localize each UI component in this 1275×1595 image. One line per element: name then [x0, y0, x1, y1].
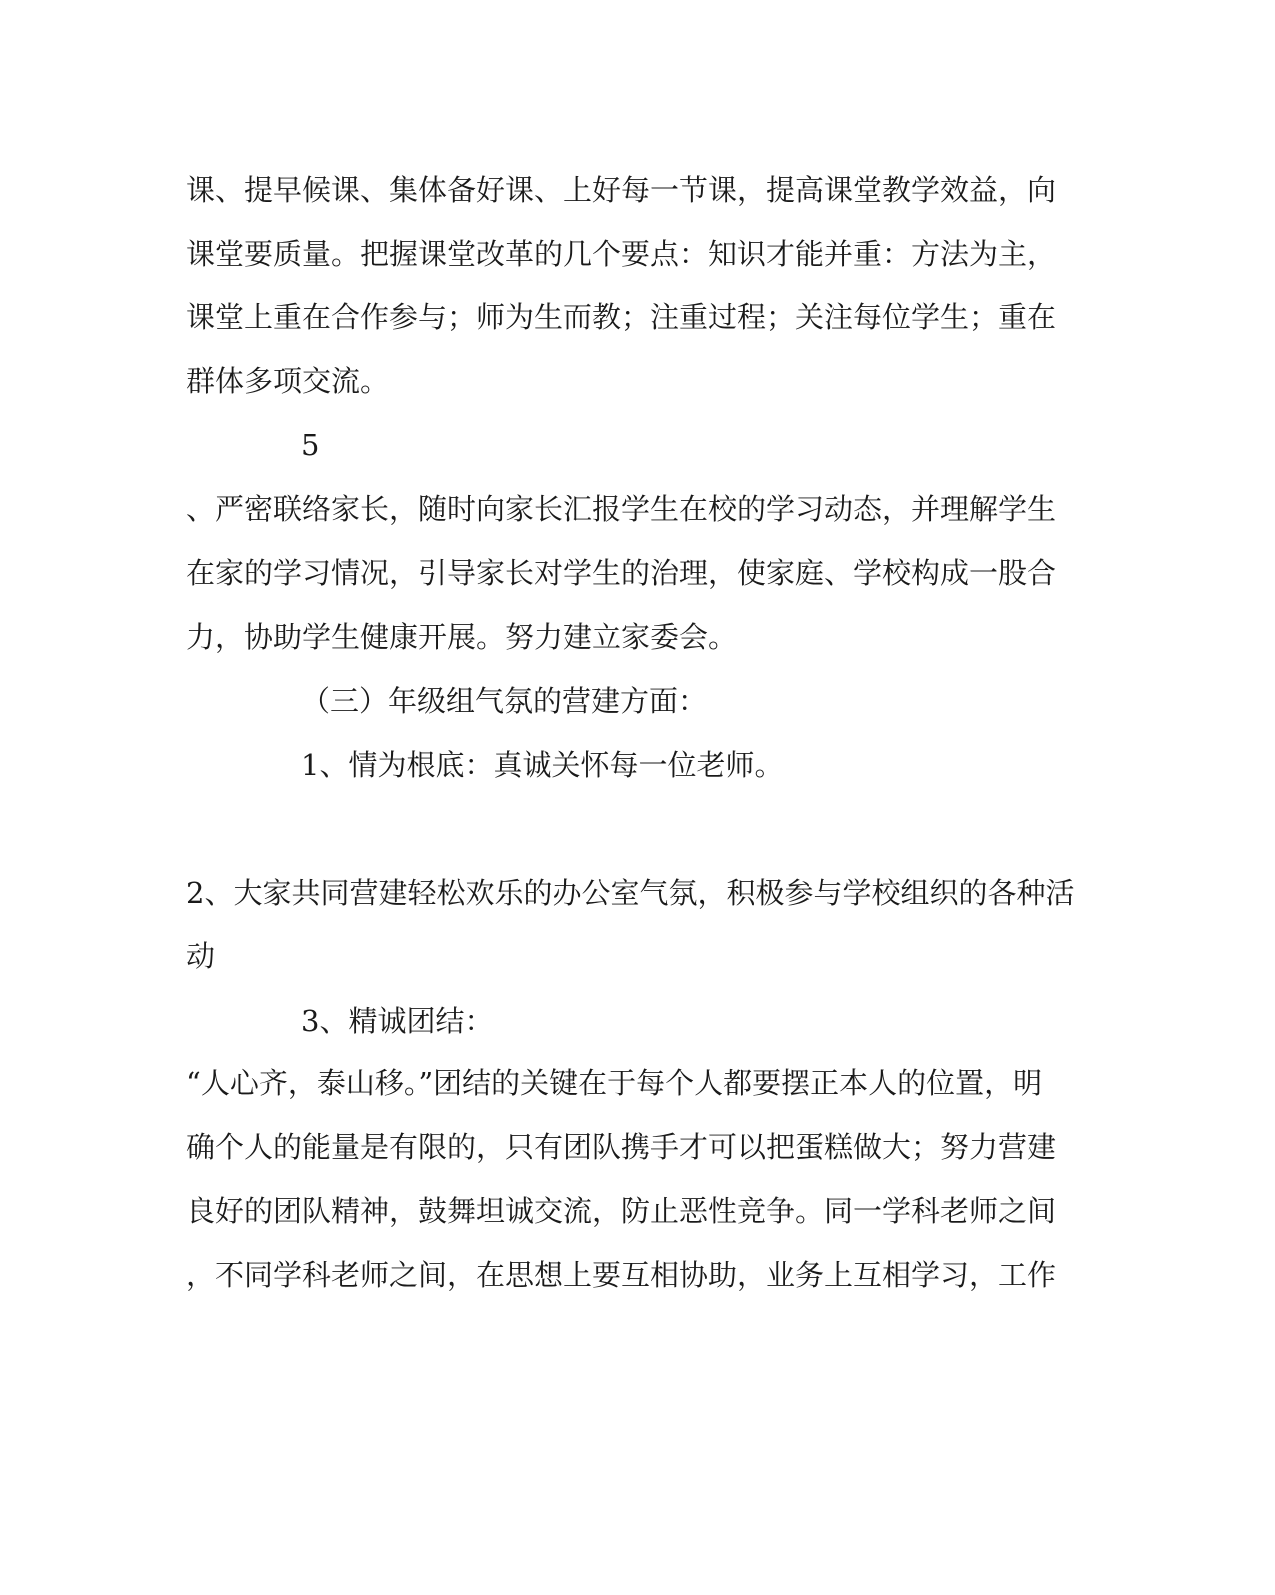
text-line: 力，协助学生健康开展。努力建立家委会。	[186, 620, 738, 654]
list-number: 5	[301, 428, 320, 462]
list-item: 1、情为根底：真诚关怀每一位老师。	[301, 748, 784, 782]
text-line: 课堂要质量。把握课堂改革的几个要点：知识才能并重：方法为主，	[186, 237, 1057, 271]
text-line: 、严密联络家长，随时向家长汇报学生在校的学习动态，并理解学生	[186, 492, 1057, 526]
section-heading: （三）年级组气氛的营建方面：	[301, 684, 708, 718]
text-line: 确个人的能量是有限的，只有团队携手才可以把蛋糕做大；努力营建	[186, 1130, 1057, 1164]
text-line: 课堂上重在合作参与；师为生而教；注重过程；关注每位学生；重在	[186, 300, 1057, 334]
list-item: 2、大家共同营建轻松欢乐的办公室气氛，积极参与学校组织的各种活	[186, 876, 1075, 910]
list-item: 3、精诚团结：	[301, 1004, 494, 1038]
text-line: 在家的学习情况，引导家长对学生的治理，使家庭、学校构成一股合	[186, 556, 1057, 590]
text-line: ，不同学科老师之间，在思想上要互相协助，业务上互相学习，工作	[186, 1258, 1057, 1292]
text-line: 良好的团队精神，鼓舞坦诚交流，防止恶性竞争。同一学科老师之间	[186, 1194, 1057, 1228]
text-line: 动	[186, 939, 216, 973]
text-line: 课、提早候课、集体备好课、上好每一节课，提高课堂教学效益，向	[186, 173, 1057, 207]
text-line: 群体多项交流。	[186, 364, 390, 398]
text-line: “人心齐，泰山移。”团结的关键在于每个人都要摆正本人的位置，明	[186, 1066, 1043, 1100]
